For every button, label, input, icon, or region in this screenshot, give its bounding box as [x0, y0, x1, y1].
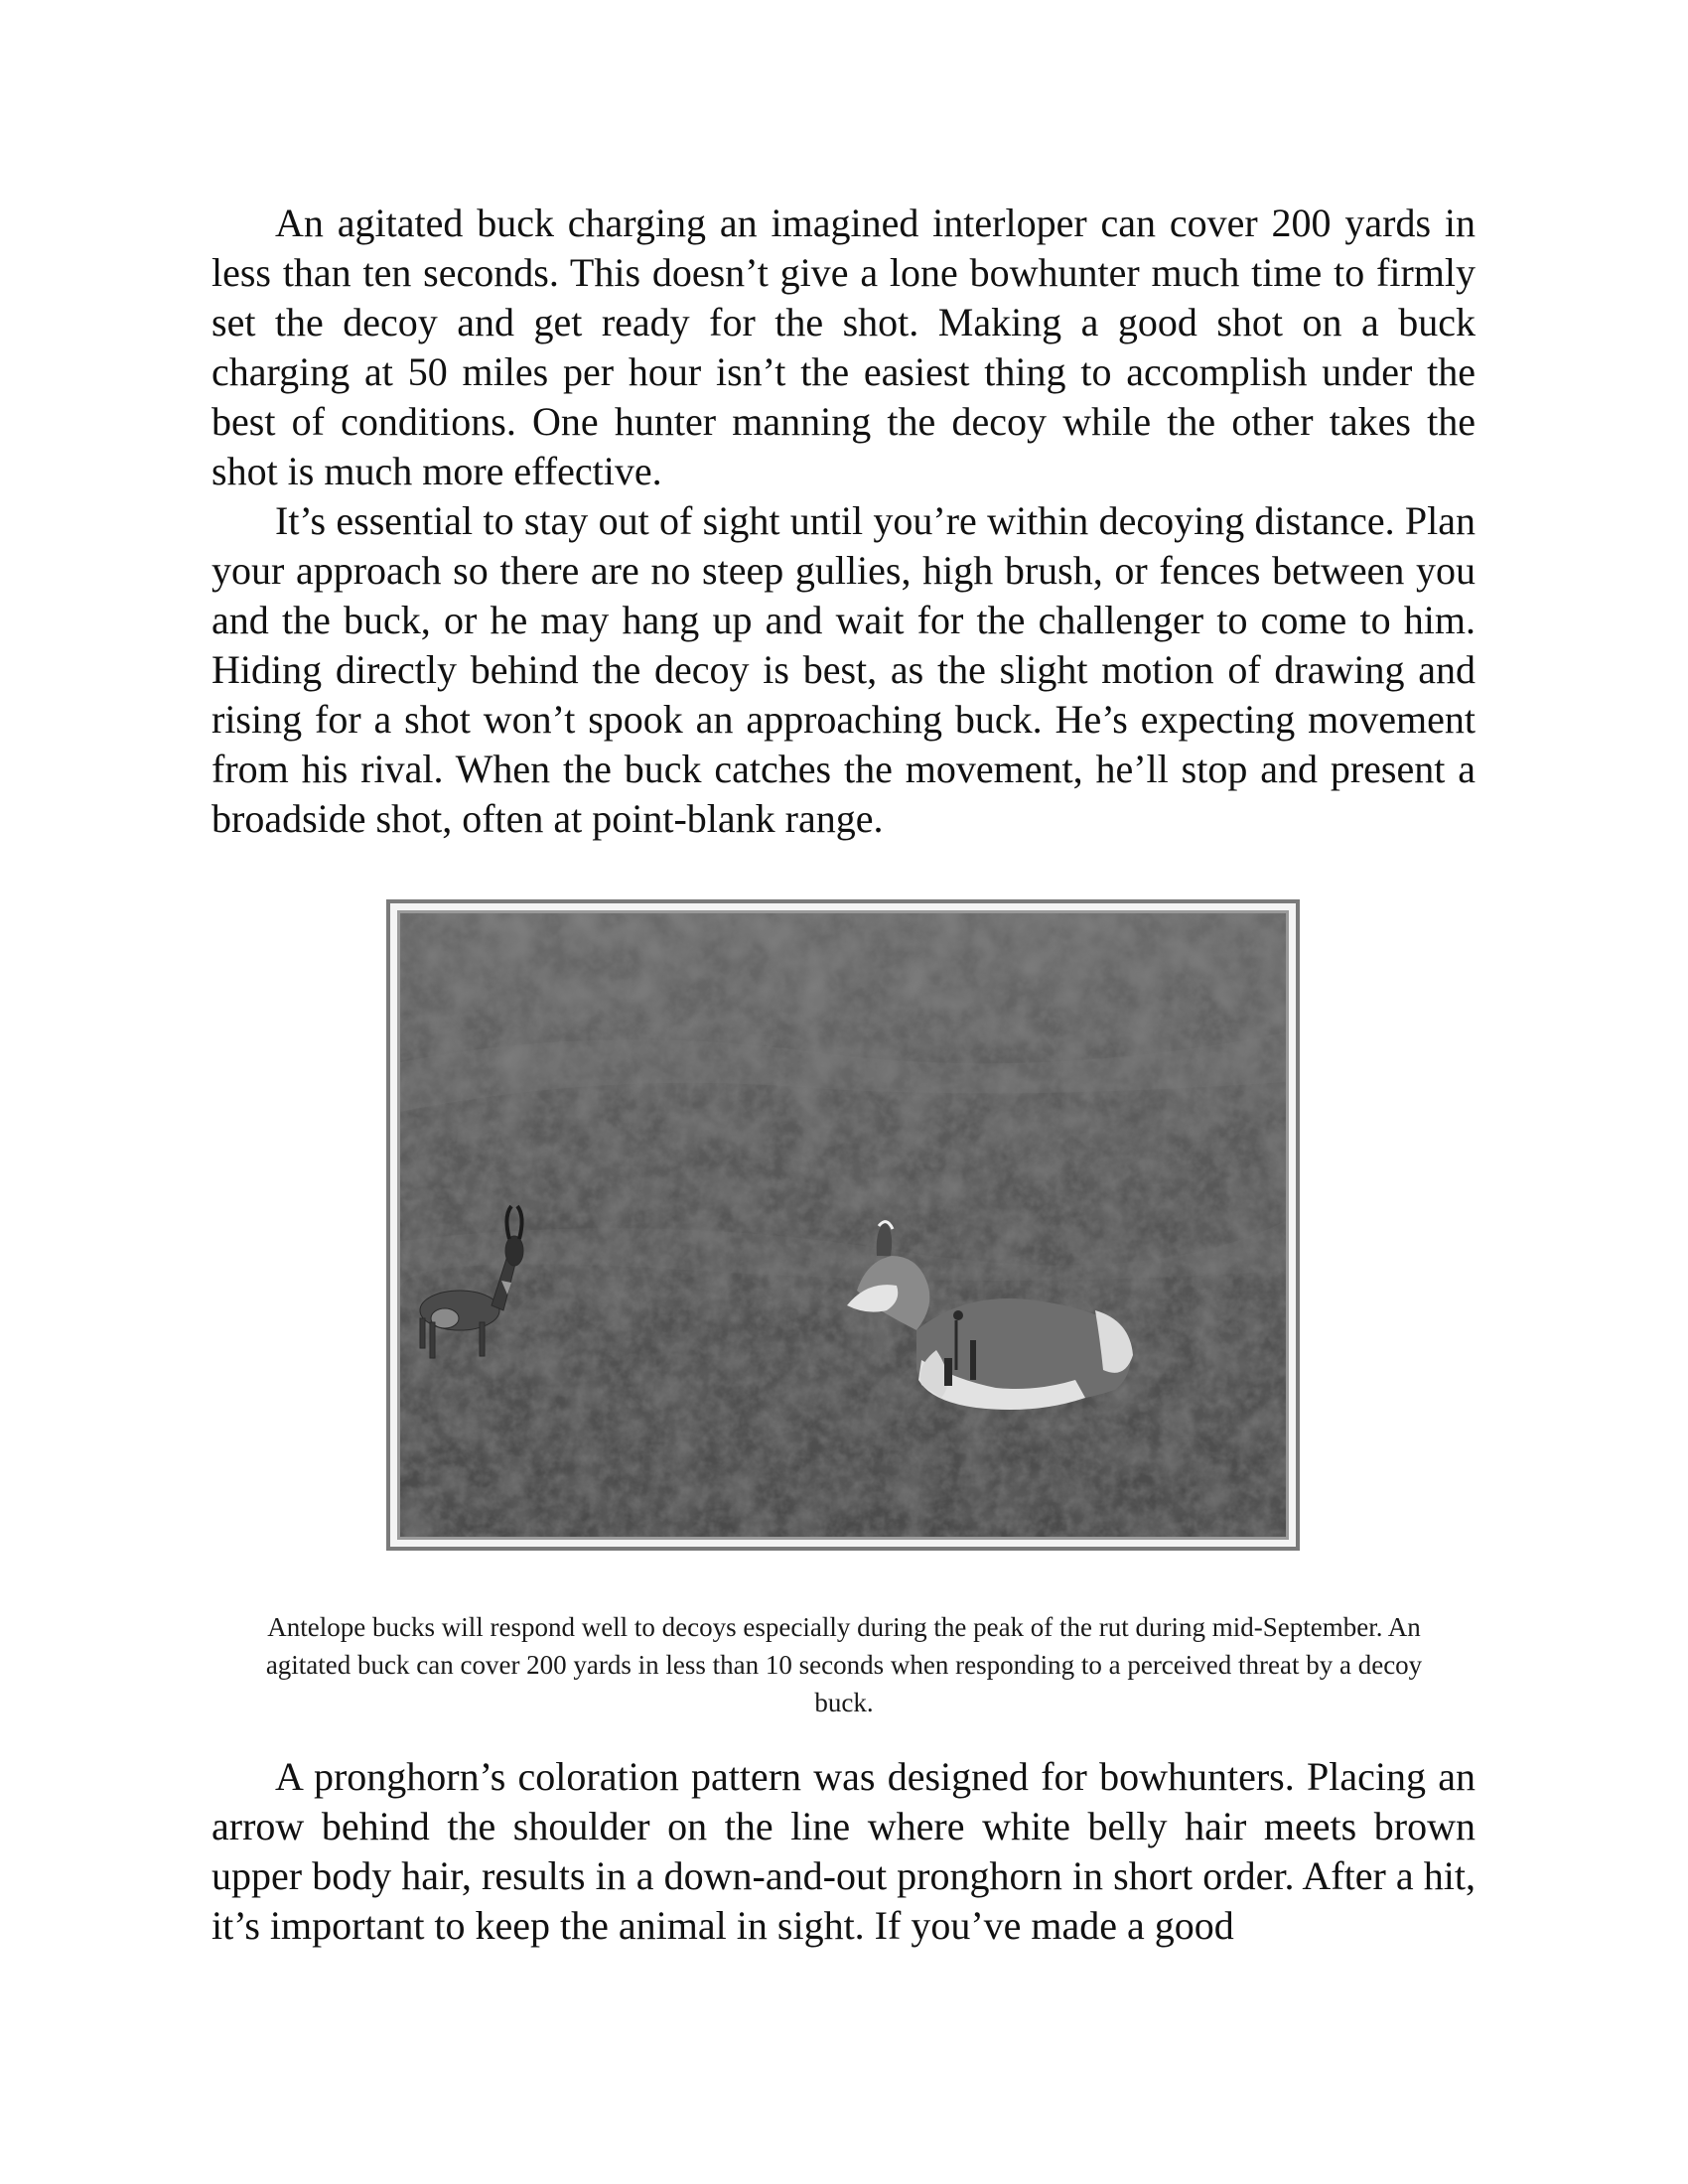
paragraph: It’s essential to stay out of sight until you’re within decoying distance. Plan your approach so there are no steep gullies, high brush, or fences between you and the buck, or he may hang up and wait for the challenger to come to him. Hiding directly behind the decoy is best, as the slight motion of drawing and rising for a shot won’t spook an approaching buck. He’s expecting movement from his rival. When the buck catches the movement, he’ll stop and present a broadside shot, often at point-blank range.: [211, 498, 1476, 841]
photo-frame: [386, 899, 1300, 1551]
paragraph: An agitated buck charging an imagined interloper can cover 200 yards in less than ten seconds. This doesn’t give a lone bowhunter much time to firmly set the decoy and get ready for the shot. Making a good shot on a buck charging at 50 miles per hour isn’t the easiest thing to accomplish under the best of conditions. One hunter manning the decoy while the other takes the shot is much more effective.: [211, 201, 1476, 493]
body-text-top: [211, 199, 1476, 844]
body-text-bottom: [211, 1752, 1476, 1951]
photo: [397, 910, 1289, 1540]
antelope-decoy-photo: [400, 913, 1286, 1537]
figure-caption: Antelope bucks will respond well to decoys especially during the peak of the rut during mid-September. An agitated buck can cover 200 yards in less than 10 seconds when responding to a perceived threat by a decoy buck.: [265, 1612, 1423, 1717]
paragraph: A pronghorn’s coloration pattern was designed for bowhunters. Placing an arrow behind the shoulder on the line where white belly hair meets brown upper body hair, results in a down-and-out pronghorn in short order. After a hit, it’s important to keep the animal in sight. If you’ve made a good: [211, 1754, 1476, 1948]
